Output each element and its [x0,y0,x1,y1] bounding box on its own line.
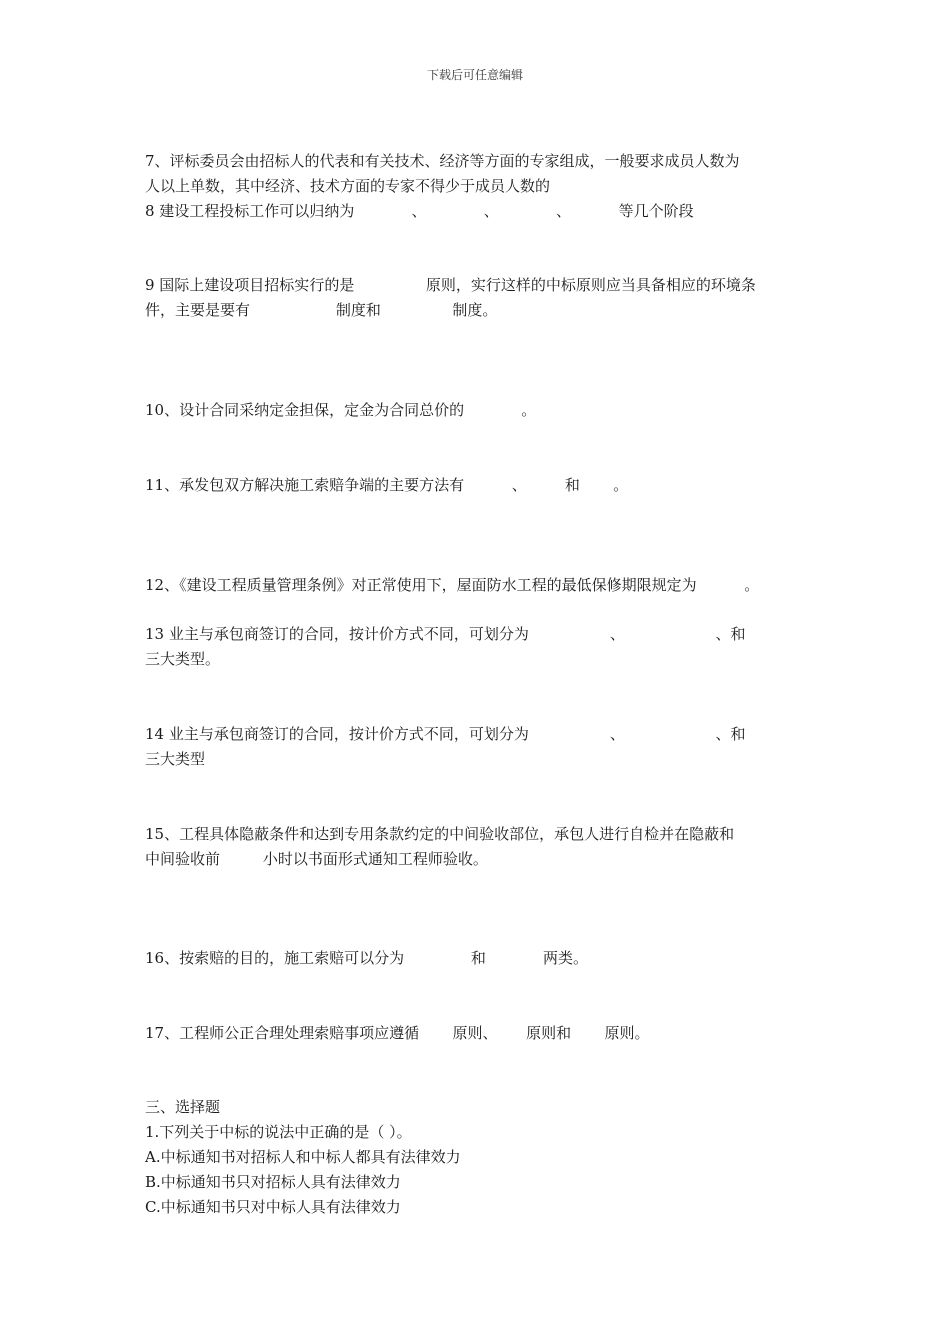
question-14-line-1: 14 业主与承包商签订的合同，按计价方式不同，可划分为 、 、和 [145,725,746,743]
question-13-line-1: 13 业主与承包商签订的合同，按计价方式不同，可划分为 、 、和 [145,625,746,643]
choice-option-b: B.中标通知书只对招标人具有法律效力 [145,1173,401,1191]
choice-option-a: A.中标通知书对招标人和中标人都具有法律效力 [145,1148,461,1166]
question-9-line-2: 件，主要是要有 制度和 制度。 [145,301,498,319]
question-10: 10、设计合同采纳定金担保，定金为合同总价的 。 [145,401,537,419]
question-7-line-2: 人以上单数，其中经济、技术方面的专家不得少于成员人数的 [145,177,551,195]
question-15-line-2: 中间验收前 小时以书面形式通知工程师验收。 [145,850,488,868]
question-7-line-1: 7、评标委员会由招标人的代表和有关技术、经济等方面的专家组成，一般要求成员人数为 [145,152,740,170]
question-11: 11、承发包双方解决施工索赔争端的主要方法有 、 和 。 [145,476,629,494]
question-15-line-1: 15、工程具体隐蔽条件和达到专用条款约定的中间验收部位，承包人进行自检并在隐蔽和 [145,825,735,843]
question-9-line-1: 9 国际上建设项目招标实行的是 原则，实行这样的中标原则应当具备相应的环境条 [145,276,756,294]
section-title-choice: 三、选择题 [145,1098,221,1116]
choice-option-c: C.中标通知书只对中标人具有法律效力 [145,1198,401,1216]
question-12: 12、《建设工程质量管理条例》对正常使用下，屋面防水工程的最低保修期限规定为 。 [145,576,760,594]
question-16: 16、按索赔的目的，施工索赔可以分为 和 两类。 [145,949,589,967]
question-14-line-2: 三大类型 [145,750,206,768]
question-8: 8 建设工程投标工作可以归纳为 、 、 、 等几个阶段 [145,202,694,220]
page-header: 下载后可任意编辑 [426,68,523,82]
question-13-line-2: 三大类型。 [145,650,221,668]
choice-question-1: 1.下列关于中标的说法中正确的是（ ）。 [145,1123,412,1141]
question-17: 17、工程师公正合理处理索赔事项应遵循 原则、 原则和 原则。 [145,1024,650,1042]
